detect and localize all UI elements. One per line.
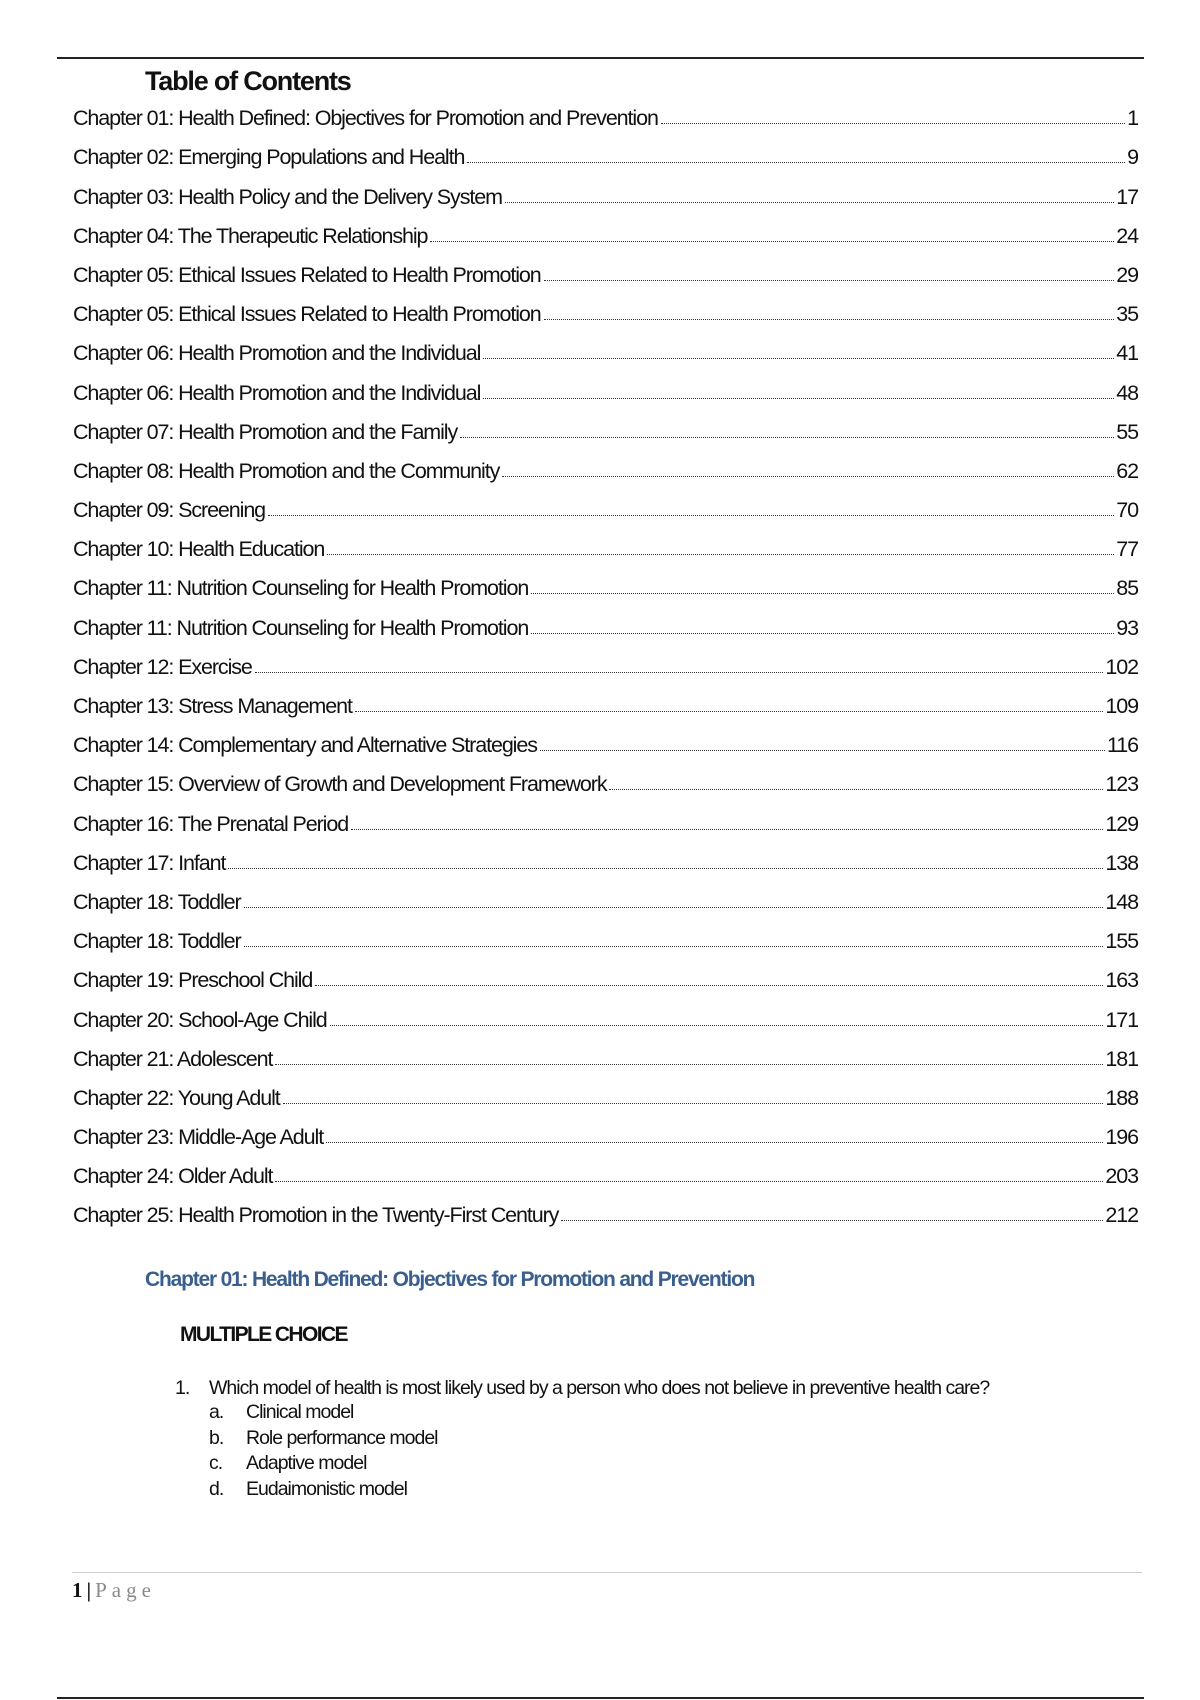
toc-entry[interactable] [73, 680, 1138, 719]
answer-option [209, 1426, 989, 1452]
question-number: 1. [175, 1377, 190, 1399]
page-footer [72, 1578, 156, 1603]
option-text: Eudaimonistic model [246, 1477, 407, 1500]
toc-entry-label: Chapter 09: Screening [73, 498, 266, 523]
toc-entry[interactable] [73, 523, 1138, 562]
toc-title: Table of Contents [145, 66, 351, 96]
toc-entry-label: Chapter 06: Health Promotion and the Individual [73, 380, 481, 405]
toc-entry[interactable] [73, 601, 1138, 640]
toc-entry-page: 188 [1105, 1085, 1138, 1110]
toc-entry-page: 85 [1116, 576, 1138, 601]
toc-entry-label: Chapter 24: Older Adult [73, 1164, 273, 1189]
toc-entry-label: Chapter 03: Health Policy and the Delivery System [73, 184, 502, 209]
toc-entry-page: 9 [1127, 145, 1138, 170]
toc-dot-leader [540, 750, 1105, 751]
toc-entry[interactable] [73, 445, 1138, 484]
toc-entry[interactable] [73, 484, 1138, 523]
toc-dot-leader [460, 437, 1114, 438]
toc-entry-page: 1 [1127, 106, 1138, 131]
toc-entry[interactable] [73, 131, 1138, 170]
toc-entry-page: 77 [1116, 537, 1138, 562]
toc-dot-leader [483, 398, 1114, 399]
toc-entry-label: Chapter 22: Young Adult [73, 1085, 280, 1110]
toc-entry-label: Chapter 11: Nutrition Counseling for Health Promotion [73, 615, 529, 640]
toc-entry-page: 181 [1105, 1046, 1138, 1071]
toc-entry[interactable] [73, 170, 1138, 209]
toc-entry[interactable] [73, 1150, 1138, 1189]
toc-entry-page: 129 [1105, 811, 1138, 836]
toc-entry-label: Chapter 13: Stress Management [73, 694, 352, 718]
toc-dot-leader [531, 633, 1114, 634]
option-text: Adaptive model [246, 1452, 367, 1475]
toc-entry[interactable] [73, 1072, 1138, 1111]
toc-entry-page: 155 [1105, 929, 1138, 954]
toc-entry[interactable] [73, 837, 1138, 876]
toc-entry-label: Chapter 12: Exercise [73, 654, 252, 679]
toc-entry-label: Chapter 04: The Therapeutic Relationship [73, 223, 428, 248]
option-letter: c. [209, 1452, 223, 1475]
toc-dot-leader [255, 672, 1104, 673]
section-label: MULTIPLE CHOICE [180, 1323, 347, 1346]
toc-entry-page: 116 [1107, 733, 1138, 758]
bottom-rule [57, 1697, 1144, 1699]
toc-entry-label: Chapter 14: Complementary and Alternative Strategies [73, 733, 537, 758]
footer-rule [72, 1572, 1142, 1573]
toc-dot-leader [228, 868, 1103, 869]
toc-entry-page: 102 [1105, 654, 1138, 679]
toc-dot-leader [268, 515, 1114, 516]
toc-entry-label: Chapter 08: Health Promotion and the Community [73, 458, 500, 483]
toc-entry-label: Chapter 07: Health Promotion and the Family [73, 419, 458, 444]
toc-entry-page: 138 [1105, 850, 1138, 875]
toc-entry-page: 109 [1105, 694, 1138, 718]
toc-entry-page: 163 [1105, 968, 1138, 993]
toc-entry-page: 70 [1116, 498, 1138, 523]
toc-entry-label: Chapter 02: Emerging Populations and Health [73, 145, 465, 170]
option-letter: a. [209, 1401, 224, 1424]
toc-dot-leader [283, 1103, 1104, 1104]
toc-dot-leader [483, 358, 1114, 359]
toc-entry-label: Chapter 25: Health Promotion in the Twenty-First Century [73, 1203, 559, 1228]
toc-entry-page: 203 [1105, 1164, 1138, 1189]
toc-entry-page: 148 [1105, 889, 1138, 914]
toc-dot-leader [355, 711, 1104, 712]
answer-option [209, 1400, 989, 1426]
toc-entry[interactable] [73, 1189, 1138, 1228]
toc-entry-label: Chapter 10: Health Education [73, 537, 325, 562]
option-text: Role performance model [246, 1426, 438, 1449]
toc-entry[interactable] [73, 92, 1138, 131]
toc-entry-label: Chapter 01: Health Defined: Objectives for Promotion and Prevention [73, 106, 658, 131]
toc-entry-label: Chapter 20: School-Age Child [73, 1007, 327, 1032]
toc-entry-label: Chapter 17: Infant [73, 850, 226, 875]
toc-dot-leader [326, 1142, 1103, 1143]
toc-entry[interactable] [73, 641, 1138, 680]
toc-entry-label: Chapter 06: Health Promotion and the Individual [73, 341, 481, 366]
toc-entry-label: Chapter 19: Preschool Child [73, 968, 313, 993]
table-of-contents [73, 92, 1138, 1228]
toc-entry[interactable] [73, 993, 1138, 1032]
toc-entry-page: 123 [1105, 772, 1138, 797]
toc-entry-label: Chapter 05: Ethical Issues Related to Health Promotion [73, 302, 541, 327]
toc-dot-leader [330, 1025, 1104, 1026]
toc-dot-leader [502, 476, 1114, 477]
toc-entry-page: 93 [1116, 615, 1138, 640]
toc-entry-page: 48 [1116, 380, 1138, 405]
toc-entry-label: Chapter 23: Middle-Age Adult [73, 1125, 324, 1150]
option-letter: d. [209, 1477, 224, 1500]
toc-entry[interactable] [73, 954, 1138, 993]
toc-entry-page: 62 [1116, 458, 1138, 483]
toc-entry[interactable] [73, 406, 1138, 445]
toc-dot-leader [430, 241, 1114, 242]
toc-entry-page: 17 [1116, 184, 1138, 209]
footer-page-word: Page [95, 1578, 156, 1602]
footer-separator: | [86, 1578, 92, 1602]
toc-entry-label: Chapter 11: Nutrition Counseling for Health Promotion [73, 576, 529, 601]
toc-entry[interactable] [73, 327, 1138, 366]
toc-entry[interactable] [73, 249, 1138, 288]
answer-option [209, 1451, 989, 1477]
toc-dot-leader [244, 946, 1104, 947]
toc-entry[interactable] [73, 876, 1138, 915]
option-text: Clinical model [246, 1401, 354, 1424]
toc-entry[interactable] [73, 210, 1138, 249]
footer-page-number: 1 [72, 1578, 83, 1602]
toc-dot-leader [351, 829, 1103, 830]
toc-entry-label: Chapter 18: Toddler [73, 889, 241, 914]
toc-dot-leader [467, 162, 1125, 163]
toc-entry-page: 29 [1116, 262, 1138, 287]
toc-dot-leader [327, 554, 1114, 555]
toc-dot-leader [275, 1064, 1103, 1065]
answer-option [209, 1477, 989, 1503]
toc-dot-leader [505, 202, 1114, 203]
toc-entry[interactable] [73, 1033, 1138, 1072]
toc-entry[interactable] [73, 915, 1138, 954]
toc-entry[interactable] [73, 719, 1138, 758]
toc-entry[interactable] [73, 366, 1138, 405]
option-letter: b. [209, 1426, 224, 1449]
toc-entry-page: 171 [1105, 1007, 1138, 1032]
answer-options [209, 1400, 989, 1502]
toc-entry[interactable] [73, 797, 1138, 836]
toc-entry-label: Chapter 16: The Prenatal Period [73, 811, 349, 836]
toc-entry-page: 212 [1105, 1203, 1138, 1228]
chapter-heading[interactable]: Chapter 01: Health Defined: Objectives for Promotion and Prevention [145, 1268, 755, 1291]
toc-entry-page: 55 [1116, 419, 1138, 444]
toc-entry-page: 24 [1116, 223, 1138, 248]
toc-dot-leader [544, 319, 1115, 320]
toc-entry[interactable] [73, 288, 1138, 327]
toc-entry-label: Chapter 15: Overview of Growth and Development Framework [73, 772, 607, 797]
toc-dot-leader [544, 280, 1115, 281]
toc-entry[interactable] [73, 758, 1138, 797]
toc-entry-page: 35 [1116, 302, 1138, 327]
question-text: Which model of health is most likely used by a person who does not believe in preventive health care? [209, 1377, 990, 1399]
top-rule [57, 57, 1144, 59]
toc-entry-label: Chapter 21: Adolescent [73, 1046, 273, 1071]
toc-entry-page: 196 [1105, 1125, 1138, 1150]
toc-dot-leader [315, 985, 1103, 986]
toc-dot-leader [661, 123, 1125, 124]
toc-entry-label: Chapter 05: Ethical Issues Related to Health Promotion [73, 262, 541, 287]
toc-entry-page: 41 [1116, 341, 1138, 366]
toc-entry[interactable] [73, 562, 1138, 601]
toc-dot-leader [275, 1181, 1103, 1182]
toc-dot-leader [609, 789, 1103, 790]
toc-entry-label: Chapter 18: Toddler [73, 929, 241, 954]
toc-dot-leader [531, 593, 1114, 594]
toc-dot-leader [244, 907, 1104, 908]
toc-dot-leader [561, 1220, 1103, 1221]
question-1 [175, 1377, 989, 1502]
toc-entry[interactable] [73, 1111, 1138, 1150]
